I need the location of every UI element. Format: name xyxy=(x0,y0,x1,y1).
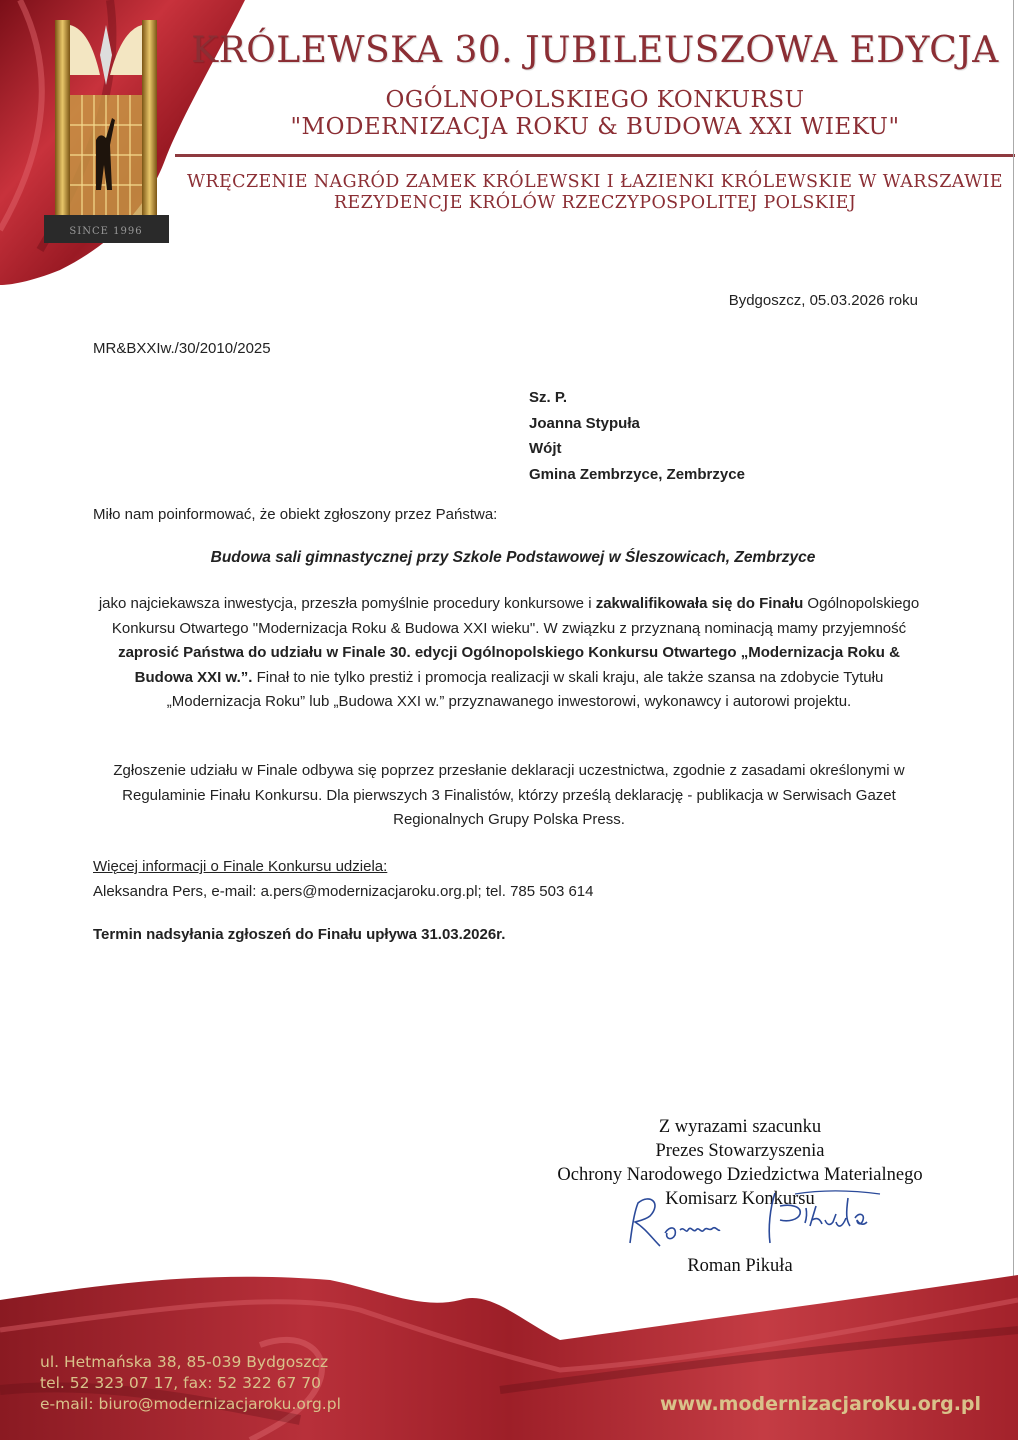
header-ceremony-line2: REZYDENCJE KRÓLÓW RZECZYPOSPOLITEJ POLSKIEJ xyxy=(333,193,857,213)
recipient-block xyxy=(529,385,745,487)
signer-title-2: Ochrony Narodowego Dziedzictwa Materialnego xyxy=(557,1165,923,1185)
footer-email[interactable]: e-mail: biuro@modernizacjaroku.org.pl xyxy=(40,1395,341,1413)
contact-heading: Więcej informacji o Finale Konkursu udziela: xyxy=(93,858,388,875)
header-divider xyxy=(175,154,1015,157)
header-title: KRÓLEWSKA 30. JUBILEUSZOWA EDYCJA xyxy=(191,30,999,71)
handwritten-signature xyxy=(620,1188,890,1258)
recipient-salutation: Sz. P. xyxy=(529,389,568,406)
header-subtitle xyxy=(175,87,1015,141)
closing-phrase: Z wyrazami szacunku xyxy=(658,1117,822,1137)
recipient-institution: Gmina Zembrzyce, Zembrzyce xyxy=(529,465,745,483)
paragraph1-bold1: zakwalifikowała się do Finału xyxy=(595,595,804,612)
header-subtitle-line1: OGÓLNOPOLSKIEGO KONKURSU xyxy=(385,87,805,113)
signer-name: Roman Pikuła xyxy=(687,1256,793,1276)
paragraph1-text1: jako najciekawsza inwestycja, przeszła pomyślnie procedury konkursowe i xyxy=(98,595,596,612)
trophy-logo xyxy=(30,15,175,245)
footer-phone: tel. 52 323 07 17, fax: 52 322 67 70 xyxy=(40,1374,321,1392)
signer-title-3: Komisarz Konkursu xyxy=(665,1189,815,1209)
paragraph1-text3: Finał to nie tylko prestiż i promocja realizacji w skali kraju, ale także szansa na zdobycie Tytułu „Modernizacja Roku” lub „Budowa XXI w.” przyznawanego inwestorowi, wykonawcy i autorowi projektu. xyxy=(166,668,884,711)
page-edge-line xyxy=(1013,0,1014,1440)
footer-website-link[interactable]: www.modernizacjaroku.org.pl xyxy=(660,1393,982,1415)
footer-contact xyxy=(40,1352,341,1415)
paragraph1-bold2: zaprosić Państwa do udziału w Finale 30. edycji Ogólnopolskiego Konkursu Otwartego „Modernizacja Roku & Budowa XXI w.”. xyxy=(118,644,900,686)
deadline-notice: Termin nadsyłania zgłoszeń do Finału upływa 31.03.2026r. xyxy=(93,926,506,943)
project-name: Budowa sali gimnastycznej przy Szkole Podstawowej w Śleszowicach, Zembrzyce xyxy=(210,549,816,566)
trophy-badge-text: SINCE 1996 xyxy=(69,226,143,237)
letter-date: Bydgoszcz, 05.03.2026 roku xyxy=(728,292,918,309)
letter-reference: MR&BXXIw./30/2010/2025 xyxy=(93,340,271,357)
header-ceremony xyxy=(175,172,1015,214)
recipient-position: Wójt xyxy=(529,440,562,457)
recipient-name: Joanna Stypuła xyxy=(529,414,640,432)
signer-title-1: Prezes Stowarzyszenia xyxy=(655,1141,825,1161)
header-subtitle-line2: "MODERNIZACJA ROKU & BUDOWA XXI WIEKU" xyxy=(290,114,900,140)
footer-address: ul. Hetmańska 38, 85-039 Bydgoszcz xyxy=(40,1353,329,1371)
paragraph-registration: Zgłoszenie udziału w Finale odbywa się poprzez przesłanie deklaracji uczestnictwa, zgodnie z zasadami określonymi w Regulaminie Finału Konkursu. Dla pierwszych 3 Finalistów, którzy prześlą deklarację - publikacja w Serwisach Gazet Regionalnych Grupy Polska Press. xyxy=(113,762,905,829)
paragraph1-text2: Ogólnopolskiego Konkursu Otwartego "Modernizacja Roku & Budowa XXI wieku". W związku z przyznaną nominacją mamy przyjemność xyxy=(111,595,920,637)
contact-info xyxy=(93,854,594,904)
contact-details[interactable]: Aleksandra Pers, e-mail: a.pers@modernizacjaroku.org.pl; tel. 785 503 614 xyxy=(93,883,594,900)
letter-intro: Miło nam poinformować, że obiekt zgłoszony przez Państwa: xyxy=(93,506,498,523)
header-ceremony-line1: WRĘCZENIE NAGRÓD ZAMEK KRÓLEWSKI I ŁAZIENKI KRÓLEWSKIE W WARSZAWIE xyxy=(187,172,1003,192)
paragraph-qualification xyxy=(88,592,930,715)
